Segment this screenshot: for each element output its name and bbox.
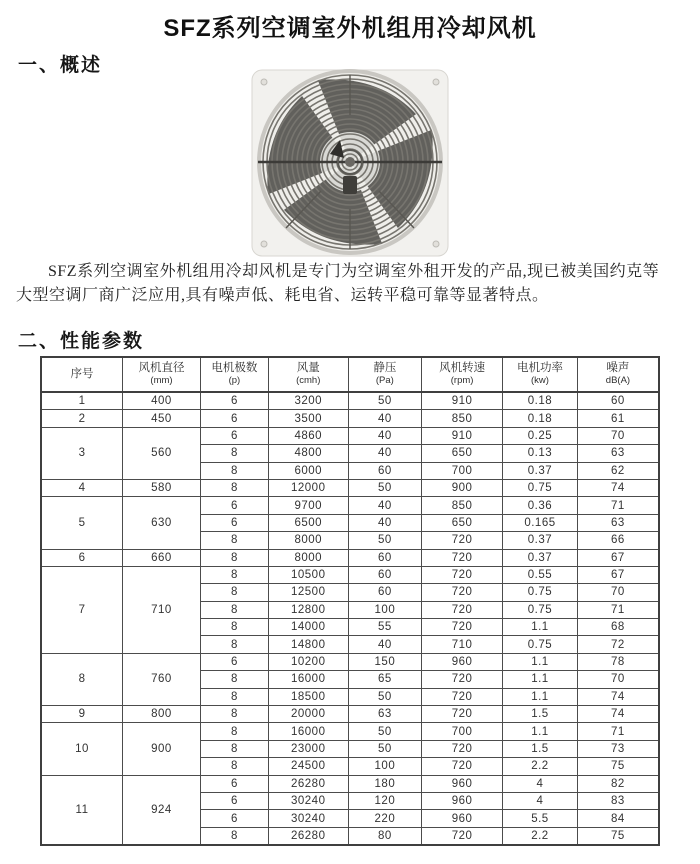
cell-fan-speed: 960	[422, 775, 503, 792]
cell-air-volume: 14800	[268, 636, 348, 653]
cell-motor-power: 1.1	[503, 653, 578, 670]
table-row	[41, 479, 659, 496]
cell-motor-poles: 6	[200, 792, 268, 809]
cell-fan-speed: 900	[422, 479, 503, 496]
cell-static-pressure: 50	[348, 532, 422, 549]
cell-noise: 74	[577, 479, 659, 496]
cell-motor-power: 0.75	[503, 479, 578, 496]
cell-serial-no: 1	[41, 392, 123, 410]
cell-noise: 84	[577, 810, 659, 827]
cell-air-volume: 16000	[268, 723, 348, 740]
cell-fan-speed: 850	[422, 497, 503, 514]
cell-static-pressure: 60	[348, 462, 422, 479]
cell-air-volume: 9700	[268, 497, 348, 514]
cell-air-volume: 3500	[268, 410, 348, 427]
cell-motor-power: 0.165	[503, 514, 578, 531]
cell-motor-poles: 8	[200, 688, 268, 705]
cell-fan-diameter: 580	[123, 479, 201, 496]
cell-air-volume: 20000	[268, 706, 348, 723]
cell-serial-no: 9	[41, 706, 123, 723]
cell-static-pressure: 100	[348, 758, 422, 775]
cell-noise: 75	[577, 827, 659, 845]
cell-static-pressure: 50	[348, 392, 422, 410]
cell-static-pressure: 40	[348, 497, 422, 514]
cell-noise: 70	[577, 584, 659, 601]
cell-static-pressure: 50	[348, 723, 422, 740]
cell-motor-poles: 8	[200, 827, 268, 845]
header-label: 电机极数	[211, 362, 258, 375]
header-label: 静压	[373, 362, 397, 375]
performance-table	[40, 356, 660, 846]
cell-serial-no: 7	[41, 566, 123, 653]
header-cell	[577, 357, 659, 392]
header-label: 风机转速	[439, 362, 486, 375]
cell-air-volume: 3200	[268, 392, 348, 410]
cell-motor-power: 0.37	[503, 549, 578, 566]
header-cell	[41, 357, 123, 392]
cell-motor-poles: 8	[200, 636, 268, 653]
cell-motor-power: 2.2	[503, 758, 578, 775]
cell-noise: 73	[577, 740, 659, 757]
cell-noise: 70	[577, 427, 659, 444]
cell-noise: 63	[577, 445, 659, 462]
cell-motor-poles: 8	[200, 706, 268, 723]
cell-noise: 68	[577, 619, 659, 636]
cell-air-volume: 12000	[268, 479, 348, 496]
cell-fan-speed: 720	[422, 549, 503, 566]
cell-air-volume: 12500	[268, 584, 348, 601]
header-unit: (mm)	[150, 374, 173, 386]
header-label: 风机直径	[138, 362, 185, 375]
cell-serial-no: 5	[41, 497, 123, 549]
cell-motor-poles: 6	[200, 653, 268, 670]
cell-motor-poles: 6	[200, 775, 268, 792]
cell-static-pressure: 150	[348, 653, 422, 670]
cell-noise: 71	[577, 601, 659, 618]
cell-noise: 82	[577, 775, 659, 792]
cell-motor-poles: 8	[200, 601, 268, 618]
cell-motor-poles: 8	[200, 619, 268, 636]
cell-noise: 70	[577, 671, 659, 688]
cell-static-pressure: 40	[348, 514, 422, 531]
cell-fan-diameter: 800	[123, 706, 201, 723]
cell-static-pressure: 50	[348, 479, 422, 496]
cell-noise: 67	[577, 549, 659, 566]
cell-fan-speed: 720	[422, 619, 503, 636]
cell-fan-diameter: 710	[123, 566, 201, 653]
cell-air-volume: 10500	[268, 566, 348, 583]
cell-fan-diameter: 630	[123, 497, 201, 549]
cell-fan-diameter: 760	[123, 653, 201, 705]
cell-motor-poles: 6	[200, 810, 268, 827]
cell-static-pressure: 100	[348, 601, 422, 618]
header-cell	[348, 357, 422, 392]
cell-motor-power: 1.1	[503, 688, 578, 705]
header-row	[41, 357, 659, 392]
cell-noise: 72	[577, 636, 659, 653]
intro-paragraph	[16, 260, 688, 308]
cell-static-pressure: 60	[348, 584, 422, 601]
cell-air-volume: 16000	[268, 671, 348, 688]
cell-fan-speed: 720	[422, 584, 503, 601]
cell-motor-power: 0.55	[503, 566, 578, 583]
cell-static-pressure: 60	[348, 549, 422, 566]
cell-motor-power: 0.18	[503, 410, 578, 427]
table-row	[41, 392, 659, 410]
header-label: 电机功率	[516, 362, 563, 375]
cell-fan-speed: 650	[422, 445, 503, 462]
header-unit: (cmh)	[296, 374, 321, 386]
cell-static-pressure: 63	[348, 706, 422, 723]
cell-serial-no: 4	[41, 479, 123, 496]
cell-motor-poles: 6	[200, 392, 268, 410]
header-unit: (Pa)	[375, 374, 394, 386]
cell-noise: 62	[577, 462, 659, 479]
header-unit: dB(A)	[605, 374, 631, 386]
cell-noise: 67	[577, 566, 659, 583]
cell-motor-poles: 8	[200, 723, 268, 740]
cell-motor-power: 2.2	[503, 827, 578, 845]
cell-fan-speed: 720	[422, 827, 503, 845]
cell-serial-no: 8	[41, 653, 123, 705]
cell-motor-poles: 8	[200, 479, 268, 496]
cell-static-pressure: 40	[348, 410, 422, 427]
cell-motor-power: 1.1	[503, 619, 578, 636]
cell-motor-poles: 6	[200, 514, 268, 531]
performance-table-head	[41, 357, 659, 392]
cell-static-pressure: 50	[348, 688, 422, 705]
fan-product-image	[234, 66, 466, 260]
page-title: SFZ系列空调室外机组用冷却风机	[163, 15, 537, 42]
cell-static-pressure: 60	[348, 566, 422, 583]
table-row	[41, 549, 659, 566]
cell-motor-power: 0.18	[503, 392, 578, 410]
cell-noise: 71	[577, 723, 659, 740]
cell-motor-power: 0.37	[503, 532, 578, 549]
cell-noise: 63	[577, 514, 659, 531]
cell-motor-poles: 6	[200, 427, 268, 444]
cell-air-volume: 8000	[268, 532, 348, 549]
cell-fan-diameter: 900	[123, 723, 201, 775]
cell-motor-poles: 8	[200, 445, 268, 462]
cell-fan-speed: 720	[422, 671, 503, 688]
cell-air-volume: 23000	[268, 740, 348, 757]
cell-motor-power: 0.36	[503, 497, 578, 514]
cell-fan-speed: 910	[422, 392, 503, 410]
cell-static-pressure: 80	[348, 827, 422, 845]
cell-air-volume: 8000	[268, 549, 348, 566]
header-unit: (rpm)	[450, 374, 474, 386]
cell-motor-power: 1.1	[503, 723, 578, 740]
cell-motor-power: 0.13	[503, 445, 578, 462]
table-row	[41, 706, 659, 723]
cell-noise: 60	[577, 392, 659, 410]
cell-motor-poles: 6	[200, 497, 268, 514]
cell-motor-power: 5.5	[503, 810, 578, 827]
cell-noise: 83	[577, 792, 659, 809]
cell-air-volume: 18500	[268, 688, 348, 705]
cell-motor-power: 1.5	[503, 706, 578, 723]
table-row	[41, 497, 659, 514]
header-label: 噪声	[606, 362, 630, 375]
cell-air-volume: 26280	[268, 827, 348, 845]
cell-fan-speed: 650	[422, 514, 503, 531]
intro-line-1: SFZ系列空调室外机组用冷却风机是专门为空调室外租开发的产品,现已被美国约克等	[48, 263, 660, 280]
cell-static-pressure: 180	[348, 775, 422, 792]
cell-fan-speed: 720	[422, 601, 503, 618]
fan-illustration-svg	[234, 66, 466, 260]
cell-air-volume: 14000	[268, 619, 348, 636]
header-unit: (kw)	[531, 374, 549, 386]
cell-motor-power: 0.75	[503, 601, 578, 618]
performance-table-body	[41, 392, 659, 845]
cell-noise: 61	[577, 410, 659, 427]
header-cell	[123, 357, 201, 392]
cell-motor-power: 0.25	[503, 427, 578, 444]
cell-fan-speed: 910	[422, 427, 503, 444]
cell-static-pressure: 220	[348, 810, 422, 827]
cell-serial-no: 6	[41, 549, 123, 566]
cell-fan-diameter: 450	[123, 410, 201, 427]
cell-motor-poles: 8	[200, 758, 268, 775]
cell-noise: 75	[577, 758, 659, 775]
cell-serial-no: 11	[41, 775, 123, 845]
cell-static-pressure: 65	[348, 671, 422, 688]
cell-fan-speed: 710	[422, 636, 503, 653]
header-cell	[268, 357, 348, 392]
cell-fan-speed: 700	[422, 462, 503, 479]
cell-motor-power: 4	[503, 792, 578, 809]
cell-fan-speed: 720	[422, 706, 503, 723]
cell-air-volume: 6500	[268, 514, 348, 531]
cell-motor-poles: 6	[200, 410, 268, 427]
header-label: 序号	[70, 367, 94, 380]
cell-motor-poles: 8	[200, 584, 268, 601]
cell-serial-no: 10	[41, 723, 123, 775]
cell-static-pressure: 40	[348, 445, 422, 462]
cell-fan-speed: 960	[422, 810, 503, 827]
section-heading-overview: 一、概述	[18, 55, 103, 76]
cell-static-pressure: 50	[348, 740, 422, 757]
cell-motor-power: 4	[503, 775, 578, 792]
cell-motor-poles: 8	[200, 566, 268, 583]
cell-fan-diameter: 560	[123, 427, 201, 479]
cell-noise: 74	[577, 688, 659, 705]
cell-fan-speed: 720	[422, 532, 503, 549]
cell-fan-speed: 720	[422, 740, 503, 757]
cell-air-volume: 12800	[268, 601, 348, 618]
table-row	[41, 653, 659, 670]
cell-noise: 78	[577, 653, 659, 670]
cell-static-pressure: 40	[348, 427, 422, 444]
table-row	[41, 723, 659, 740]
table-row	[41, 427, 659, 444]
table-row	[41, 775, 659, 792]
cell-air-volume: 24500	[268, 758, 348, 775]
cell-static-pressure: 40	[348, 636, 422, 653]
cell-air-volume: 4860	[268, 427, 348, 444]
cell-motor-poles: 8	[200, 532, 268, 549]
cell-air-volume: 6000	[268, 462, 348, 479]
cell-fan-speed: 720	[422, 758, 503, 775]
cell-air-volume: 30240	[268, 810, 348, 827]
cell-motor-power: 1.1	[503, 671, 578, 688]
cell-motor-poles: 8	[200, 740, 268, 757]
cell-motor-poles: 8	[200, 671, 268, 688]
header-cell	[422, 357, 503, 392]
cell-fan-diameter: 400	[123, 392, 201, 410]
cell-noise: 71	[577, 497, 659, 514]
section-heading-params: 二、性能参数	[18, 331, 145, 352]
cell-motor-power: 1.5	[503, 740, 578, 757]
cell-air-volume: 4800	[268, 445, 348, 462]
header-unit: (p)	[228, 374, 241, 386]
performance-table-container	[40, 356, 660, 846]
cell-motor-poles: 8	[200, 549, 268, 566]
cell-air-volume: 26280	[268, 775, 348, 792]
header-cell	[200, 357, 268, 392]
cell-fan-speed: 960	[422, 653, 503, 670]
cell-motor-power: 0.75	[503, 636, 578, 653]
cell-fan-speed: 700	[422, 723, 503, 740]
cell-fan-diameter: 924	[123, 775, 201, 845]
intro-line-2: 大型空调厂商广泛应用,具有噪声低、耗电省、运转平稳可靠等显著特点。	[16, 287, 549, 304]
header-cell	[503, 357, 578, 392]
cell-serial-no: 3	[41, 427, 123, 479]
cell-noise: 66	[577, 532, 659, 549]
table-row	[41, 410, 659, 427]
table-row	[41, 566, 659, 583]
cell-noise: 74	[577, 706, 659, 723]
cell-fan-speed: 850	[422, 410, 503, 427]
cell-fan-speed: 960	[422, 792, 503, 809]
cell-static-pressure: 120	[348, 792, 422, 809]
cell-motor-power: 0.75	[503, 584, 578, 601]
cell-serial-no: 2	[41, 410, 123, 427]
cell-motor-power: 0.37	[503, 462, 578, 479]
cell-motor-poles: 8	[200, 462, 268, 479]
cell-fan-diameter: 660	[123, 549, 201, 566]
cell-fan-speed: 720	[422, 688, 503, 705]
cell-air-volume: 10200	[268, 653, 348, 670]
cell-fan-speed: 720	[422, 566, 503, 583]
cell-air-volume: 30240	[268, 792, 348, 809]
cell-static-pressure: 55	[348, 619, 422, 636]
header-label: 风量	[296, 362, 320, 375]
